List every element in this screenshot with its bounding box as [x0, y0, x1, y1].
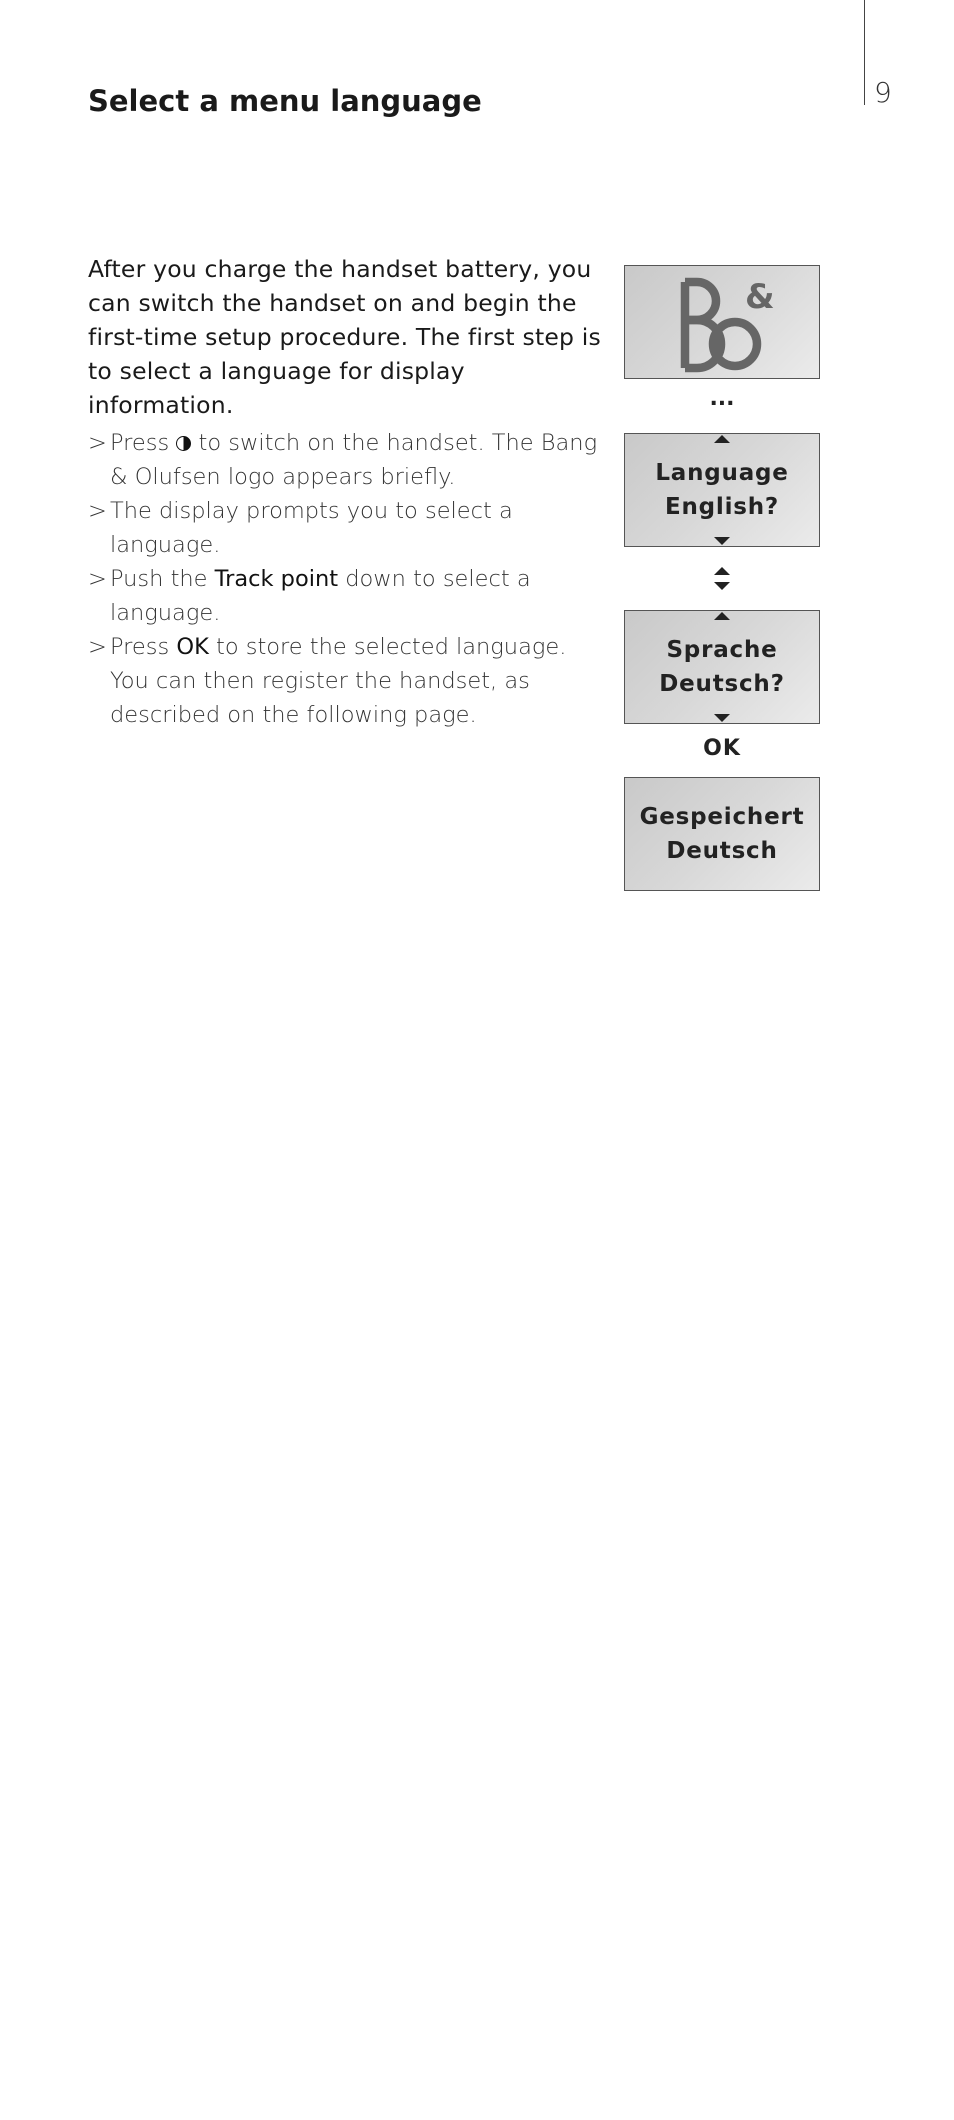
page-title: Select a menu language: [88, 84, 482, 118]
step-text-pre: Push the: [110, 566, 215, 592]
instruction-list: [88, 426, 608, 732]
track-point-up-down-icon: [712, 565, 732, 593]
step-text: The display prompts you to select a language.: [110, 498, 513, 558]
step-3: [88, 562, 608, 630]
display-line-1: Language: [655, 460, 789, 486]
track-point-label: Track point: [214, 566, 339, 592]
display-saved-screen: [624, 777, 820, 891]
step-marker: >: [88, 498, 107, 524]
step-text-pre: Press: [110, 430, 177, 456]
step-marker: >: [88, 634, 107, 660]
ok-key-label: OK: [176, 634, 209, 660]
scroll-down-arrow-icon: [714, 537, 730, 545]
ok-key-indicator: OK: [703, 736, 741, 761]
step-text-post: to store the selected language. You can then register the handset, as described on the following page.: [110, 634, 567, 728]
svg-text:&: &: [745, 277, 776, 317]
display-logo-screen: [624, 265, 820, 379]
page-rule: [864, 0, 865, 105]
page-number: 9: [874, 76, 892, 109]
step-1: [88, 426, 608, 494]
step-text-post: to switch on the handset. The Bang & Olufsen logo appears briefly.: [110, 430, 598, 490]
step-2: [88, 494, 608, 562]
bang-olufsen-logo: [667, 270, 777, 374]
power-button-icon: [176, 436, 191, 451]
step-text-post: down to select a language.: [110, 566, 531, 626]
step-text-pre: Press: [110, 634, 177, 660]
ellipsis-indicator: ...: [709, 386, 735, 411]
display-line-1: Sprache: [666, 637, 778, 663]
step-4: [88, 630, 608, 732]
display-line-1: Gespeichert: [639, 804, 805, 830]
display-line-2: English?: [664, 494, 780, 520]
scroll-up-arrow-icon: [714, 435, 730, 443]
display-sprache-screen: [624, 610, 820, 724]
scroll-up-arrow-icon: [714, 612, 730, 620]
display-line-2: Deutsch?: [659, 671, 785, 697]
display-language-screen: [624, 433, 820, 547]
scroll-down-arrow-icon: [714, 714, 730, 722]
display-line-2: Deutsch: [666, 838, 778, 864]
step-marker: >: [88, 566, 107, 592]
intro-paragraph: After you charge the handset battery, you can switch the handset on and begin the first-time setup procedure. The first step is to select a language for display information.: [88, 255, 601, 419]
step-marker: >: [88, 430, 107, 456]
